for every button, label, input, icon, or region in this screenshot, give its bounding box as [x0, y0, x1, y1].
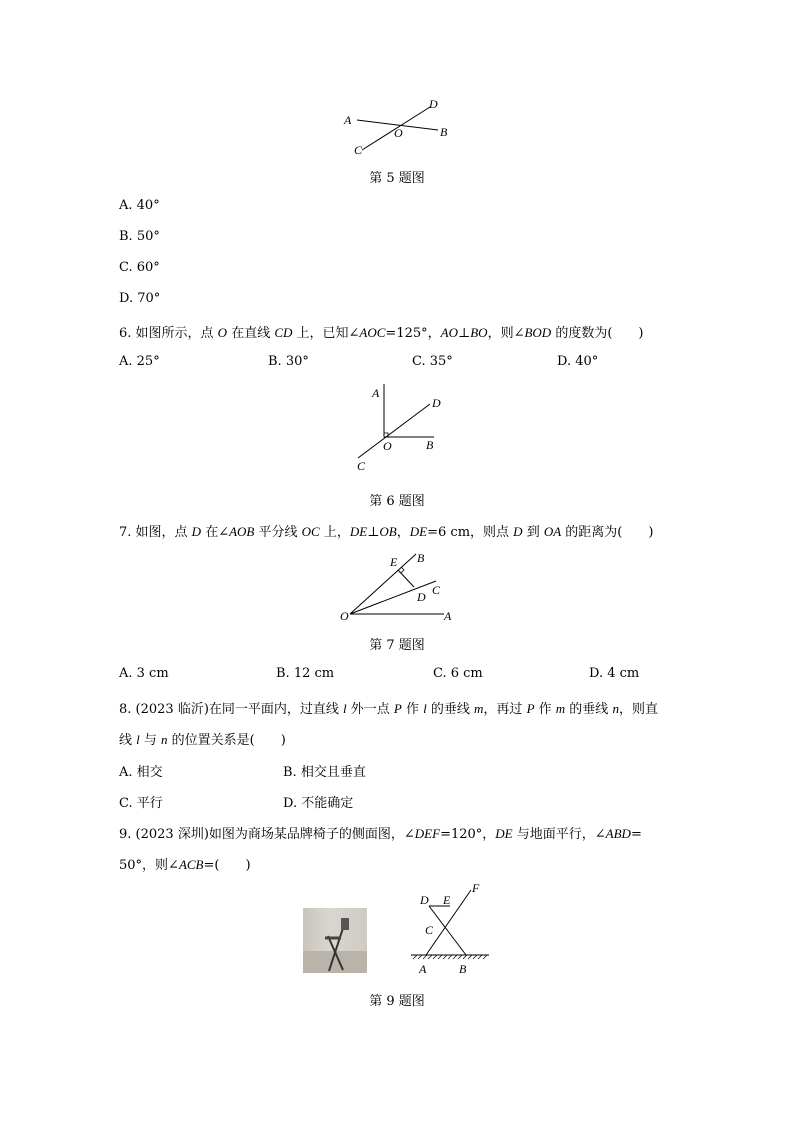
fig7-label-A: A — [444, 609, 452, 623]
fig5-label-A: A — [344, 113, 352, 127]
fig7-label-C: C — [432, 583, 441, 597]
q5-option-d: D. 70° — [119, 291, 161, 306]
q8-option-c: C. 平行 — [119, 796, 163, 811]
figure-5-caption: 第 5 题图 — [369, 171, 425, 186]
fig6-label-O: O — [383, 439, 392, 453]
q8-stem-line-1: 8. (2023 临沂)在同一平面内，过直线 l 外一点 P 作 l 的垂线 m，再过 P 作 m 的垂线 n，则直 — [119, 701, 658, 717]
fig7-label-E: E — [390, 555, 398, 569]
q9-stem-line-2: 50°，则∠ACB=( ) — [119, 857, 251, 873]
figure-7-caption: 第 7 题图 — [369, 638, 425, 653]
figure-6-caption: 第 6 题图 — [369, 494, 425, 509]
q8-stem-line-2: 线 l 与 n 的位置关系是( ) — [119, 732, 286, 748]
figure-9-caption: 第 9 题图 — [369, 994, 425, 1009]
q7-option-c: C. 6 cm — [433, 666, 483, 681]
figure-5-diagram — [340, 95, 460, 160]
fig7-label-D: D — [417, 590, 426, 604]
q6-option-b: B. 30° — [268, 354, 309, 369]
q8-option-a: A. 相交 — [119, 765, 163, 780]
fig6-label-B: B — [426, 438, 434, 452]
fig7-label-B: B — [417, 551, 425, 565]
fig5-label-D: D — [429, 97, 438, 111]
q6-option-c: C. 35° — [412, 354, 453, 369]
fig6-label-D: D — [432, 396, 441, 410]
q7-option-b: B. 12 cm — [276, 666, 335, 681]
q5-option-c: C. 60° — [119, 260, 160, 275]
q7-option-a: A. 3 cm — [119, 666, 169, 681]
fig9-label-F: F — [472, 881, 480, 895]
q6-option-a: A. 25° — [119, 354, 160, 369]
chair-photo — [303, 908, 367, 973]
fig9-label-E: E — [443, 893, 451, 907]
fig6-label-A: A — [372, 386, 380, 400]
fig9-label-C: C — [425, 923, 434, 937]
q7-stem: 7. 如图，点 D 在∠AOB 平分线 OC 上，DE⊥OB，DE=6 cm，则点 D 到 OA 的距离为( ) — [119, 524, 654, 540]
fig9-label-D: D — [420, 893, 429, 907]
fig9-label-A: A — [419, 962, 427, 976]
figure-9-diagram — [405, 880, 500, 980]
q6-option-d: D. 40° — [557, 354, 599, 369]
fig5-label-C: C — [354, 143, 363, 157]
fig7-label-O: O — [340, 609, 349, 623]
figure-7-diagram — [338, 548, 458, 623]
fig9-label-B: B — [459, 962, 467, 976]
q9-stem-line-1: 9. (2023 深圳)如图为商场某品牌椅子的侧面图，∠DEF=120°，DE 与地面平行，∠ABD= — [119, 826, 642, 842]
q5-option-a: A. 40° — [119, 198, 160, 213]
q7-option-d: D. 4 cm — [589, 666, 640, 681]
fig6-label-C: C — [357, 459, 366, 473]
fig5-label-O: O — [394, 126, 403, 140]
fig5-label-B: B — [440, 125, 448, 139]
q6-stem: 6. 如图所示，点 O 在直线 CD 上，已知∠AOC=125°，AO⊥BO，则∠BOD 的度数为( ) — [119, 325, 644, 341]
q8-option-d: D. 不能确定 — [283, 796, 354, 811]
q5-option-b: B. 50° — [119, 229, 160, 244]
q8-option-b: B. 相交且垂直 — [283, 765, 366, 780]
figure-6-diagram — [350, 380, 460, 480]
